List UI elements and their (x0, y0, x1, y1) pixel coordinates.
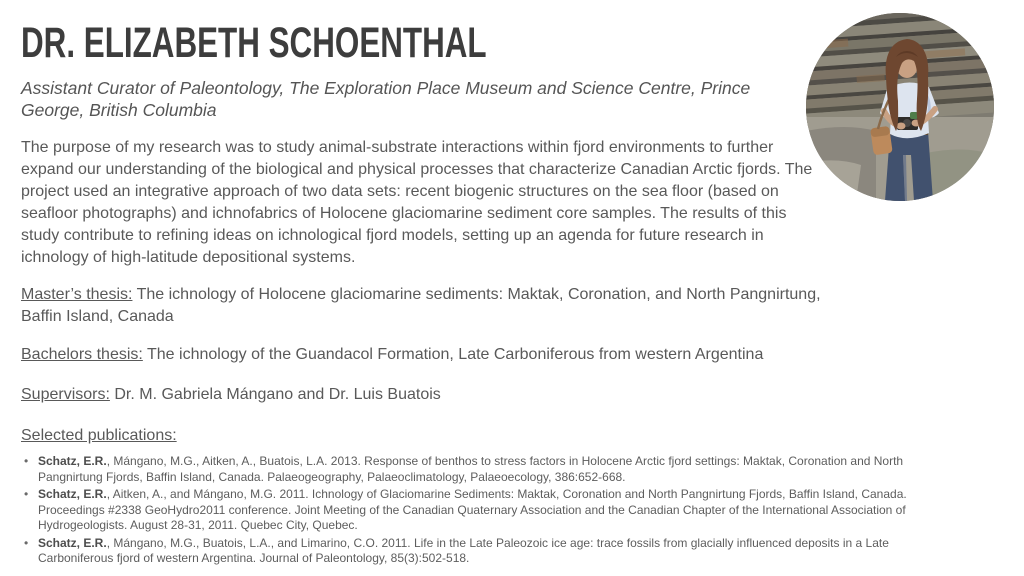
profile-photo-illustration (806, 13, 994, 201)
bachelors-thesis-text: The ichnology of the Guandacol Formation, Late Carboniferous from western Argentina (147, 346, 764, 363)
publication-item (21, 454, 961, 485)
publication-item (21, 536, 961, 567)
bachelors-thesis-label: Bachelors thesis: (21, 346, 143, 363)
publication-citation: , Aitken, A., and Mángano, M.G. 2011. Ichnology of Glaciomarine Sediments: Maktak, Coronation and North Pangnirtung Fjords, Baffin Island, Canada. Proceedings #2338 GeoHydro2011 conference. Joint Meeting of the Canadian Quaternary Association and the Canadian Chapter of the International Association of Hydrogeologists. August 28-31, 2011. Quebec City, Quebec. (38, 487, 907, 532)
publication-authors-bold: Schatz, E.R. (38, 535, 107, 550)
publication-citation: , Mángano, M.G., Buatois, L.A., and Limarino, C.O. 2011. Life in the Late Paleozoic ice age: trace fossils from glacially influenced deposits in a Late Carboniferous fjord of western Argentina. Journal of Paleontology, 85(3):502-518. (38, 535, 889, 565)
publications-heading-label: Selected publications: (21, 427, 177, 444)
publications-heading (21, 425, 833, 447)
publication-authors-bold: Schatz, E.R. (38, 487, 107, 501)
profile-photo (806, 13, 994, 201)
bachelors-thesis-section (21, 344, 833, 366)
supervisors-label: Supervisors: (21, 386, 110, 403)
masters-thesis-text: The ichnology of Holocene glaciomarine sediments: Maktak, Coronation, and North Pangnirtung, Baffin Island, Canada (21, 286, 821, 325)
role-subtitle: Assistant Curator of Paleontology, The Exploration Place Museum and Science Centre, Prince George, British Columbia (21, 78, 751, 120)
publication-authors-bold: Schatz, E.R. (38, 454, 107, 468)
bio-paragraph: The purpose of my research was to study animal-substrate interactions within fjord environments to further expand our understanding of the biological and physical processes that characterize Canadian Arctic fjords. The project used an integrative approach of two data sets: recent biogenic structures on the sea floor (based on seafloor photographs) and ichnofabrics of Holocene glaciomarine sediment core samples. The results of this study contribute to refining ideas on ichnological fjord models, setting up an agenda for future research in ichnology of high-latitude depositional systems. (21, 139, 813, 266)
publication-item (21, 487, 961, 534)
publication-citation: , Mángano, M.G., Aitken, A., Buatois, L.A. 2013. Response of benthos to stress factors in Holocene Arctic fjord settings: Maktak, Coronation and North Pangnirtung Fjords, Baffin Island, Canada. Palaeogeography, Palaeoclimatology, Palaeoecology, 386:652-668. (38, 454, 904, 484)
publications-list (21, 454, 961, 567)
supervisors-text: Dr. M. Gabriela Mángano and Dr. Luis Buatois (114, 386, 441, 403)
masters-thesis-label: Master’s thesis: (21, 286, 133, 303)
masters-thesis-section (21, 284, 833, 328)
page-title-text: DR. ELIZABETH SCHOENTHAL (21, 19, 487, 67)
supervisors-section (21, 384, 833, 406)
